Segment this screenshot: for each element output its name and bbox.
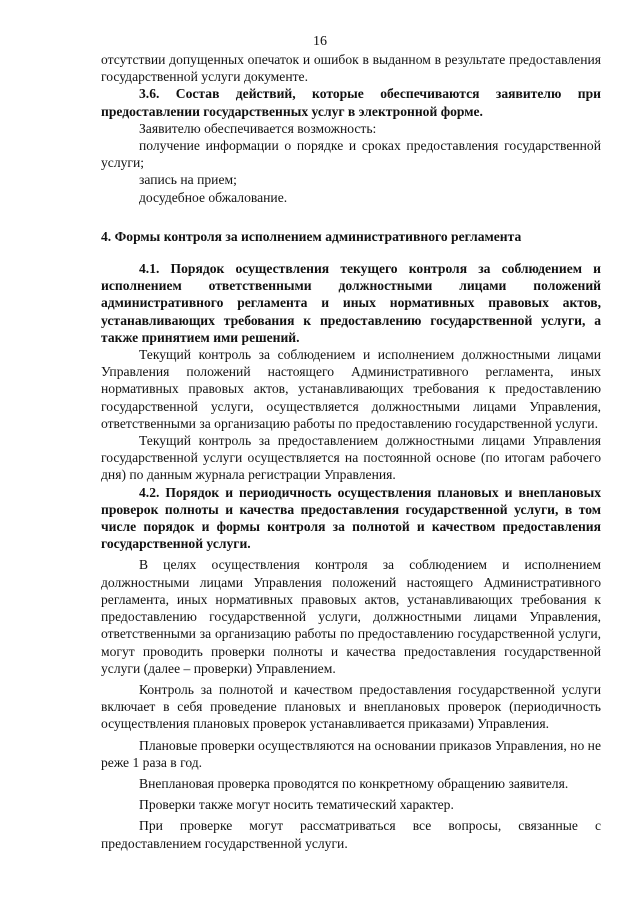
paragraph-thematic-inspections: Проверки также могут носить тематический характер. [139, 797, 454, 813]
list-item-appeal: досудебное обжалование. [139, 189, 288, 205]
document-body [101, 51, 601, 852]
list-item-appointment: запись на прием; [139, 172, 237, 188]
paragraph-planned-inspections: Плановые проверки осуществляются на основании приказов Управления, но не реже 1 раза в год. [101, 737, 601, 770]
paragraph-continuation: отсутствии допущенных опечаток и ошибок в выданном в результате предоставления государственной услуги документе. [101, 52, 601, 85]
paragraph-unplanned-inspection: Внеплановая проверка проводятся по конкретному обращению заявителя. [139, 775, 569, 791]
section-4-1-heading: 4.1. Порядок осуществления текущего контроля за соблюдением и исполнением ответственными должностными лицами положений административного регламента и иных нормативных правовых актов, устанавливающих требования к предоставлению государственной услуги, а также принятием ими решений. [101, 261, 601, 345]
section-4-2-heading: 4.2. Порядок и периодичность осуществления плановых и внеплановых проверок полноты и качества предоставления государственной услуги, в том числе порядок и формы контроля за полнотой и качеством предоставления государственной услуги. [101, 484, 601, 552]
paragraph-possibility: Заявителю обеспечивается возможность: [139, 120, 377, 136]
paragraph-control-scope: Контроль за полнотой и качеством предоставления государственной услуги включает в себя проведение плановых и внеплановых проверок (периодичность осуществления плановых проверок устанавливается приказами) Управления. [101, 681, 601, 732]
paragraph-current-control-basis: Текущий контроль за предоставлением должностными лицами Управления государственной услуги осуществляется на постоянной основе (по итогам рабочего дня) по данным журнала регистрации Управления. [101, 433, 601, 483]
section-3-6-heading: 3.6. Состав действий, которые обеспечиваются заявителю при предоставлении государственных услуг в электронной форме. [101, 86, 601, 119]
chapter-4-heading: 4. Формы контроля за исполнением административного регламента [101, 228, 522, 244]
list-item-information: получение информации о порядке и сроках предоставления государственной услуги; [101, 138, 601, 171]
paragraph-inspection-questions: При проверке могут рассматриваться все вопросы, связанные с предоставлением государственной услуги. [101, 818, 601, 851]
paragraph-inspections-purpose: В целях осуществления контроля за соблюдением и исполнением должностными лицами Управления положений настоящего Административного регламента, иных нормативных правовых актов, устанавливающих требования к предоставлению государственной услуги, должностными лицами Управления, ответственными за организацию работы по предоставлению государственной услуги, могут проводить проверки полноты и качества предоставления государственной услуги (далее – проверки) Управлением. [101, 557, 601, 676]
page-number: 16 [313, 34, 327, 49]
paragraph-current-control: Текущий контроль за соблюдением и исполнением должностными лицами Управления положений настоящего Административного регламента, иных нормативных правовых актов, устанавливающих требования к предоставлению государственной услуги, осуществляется должностными лицами Управления, ответственными за организацию работы по предоставлению государственной услуги. [101, 347, 601, 431]
